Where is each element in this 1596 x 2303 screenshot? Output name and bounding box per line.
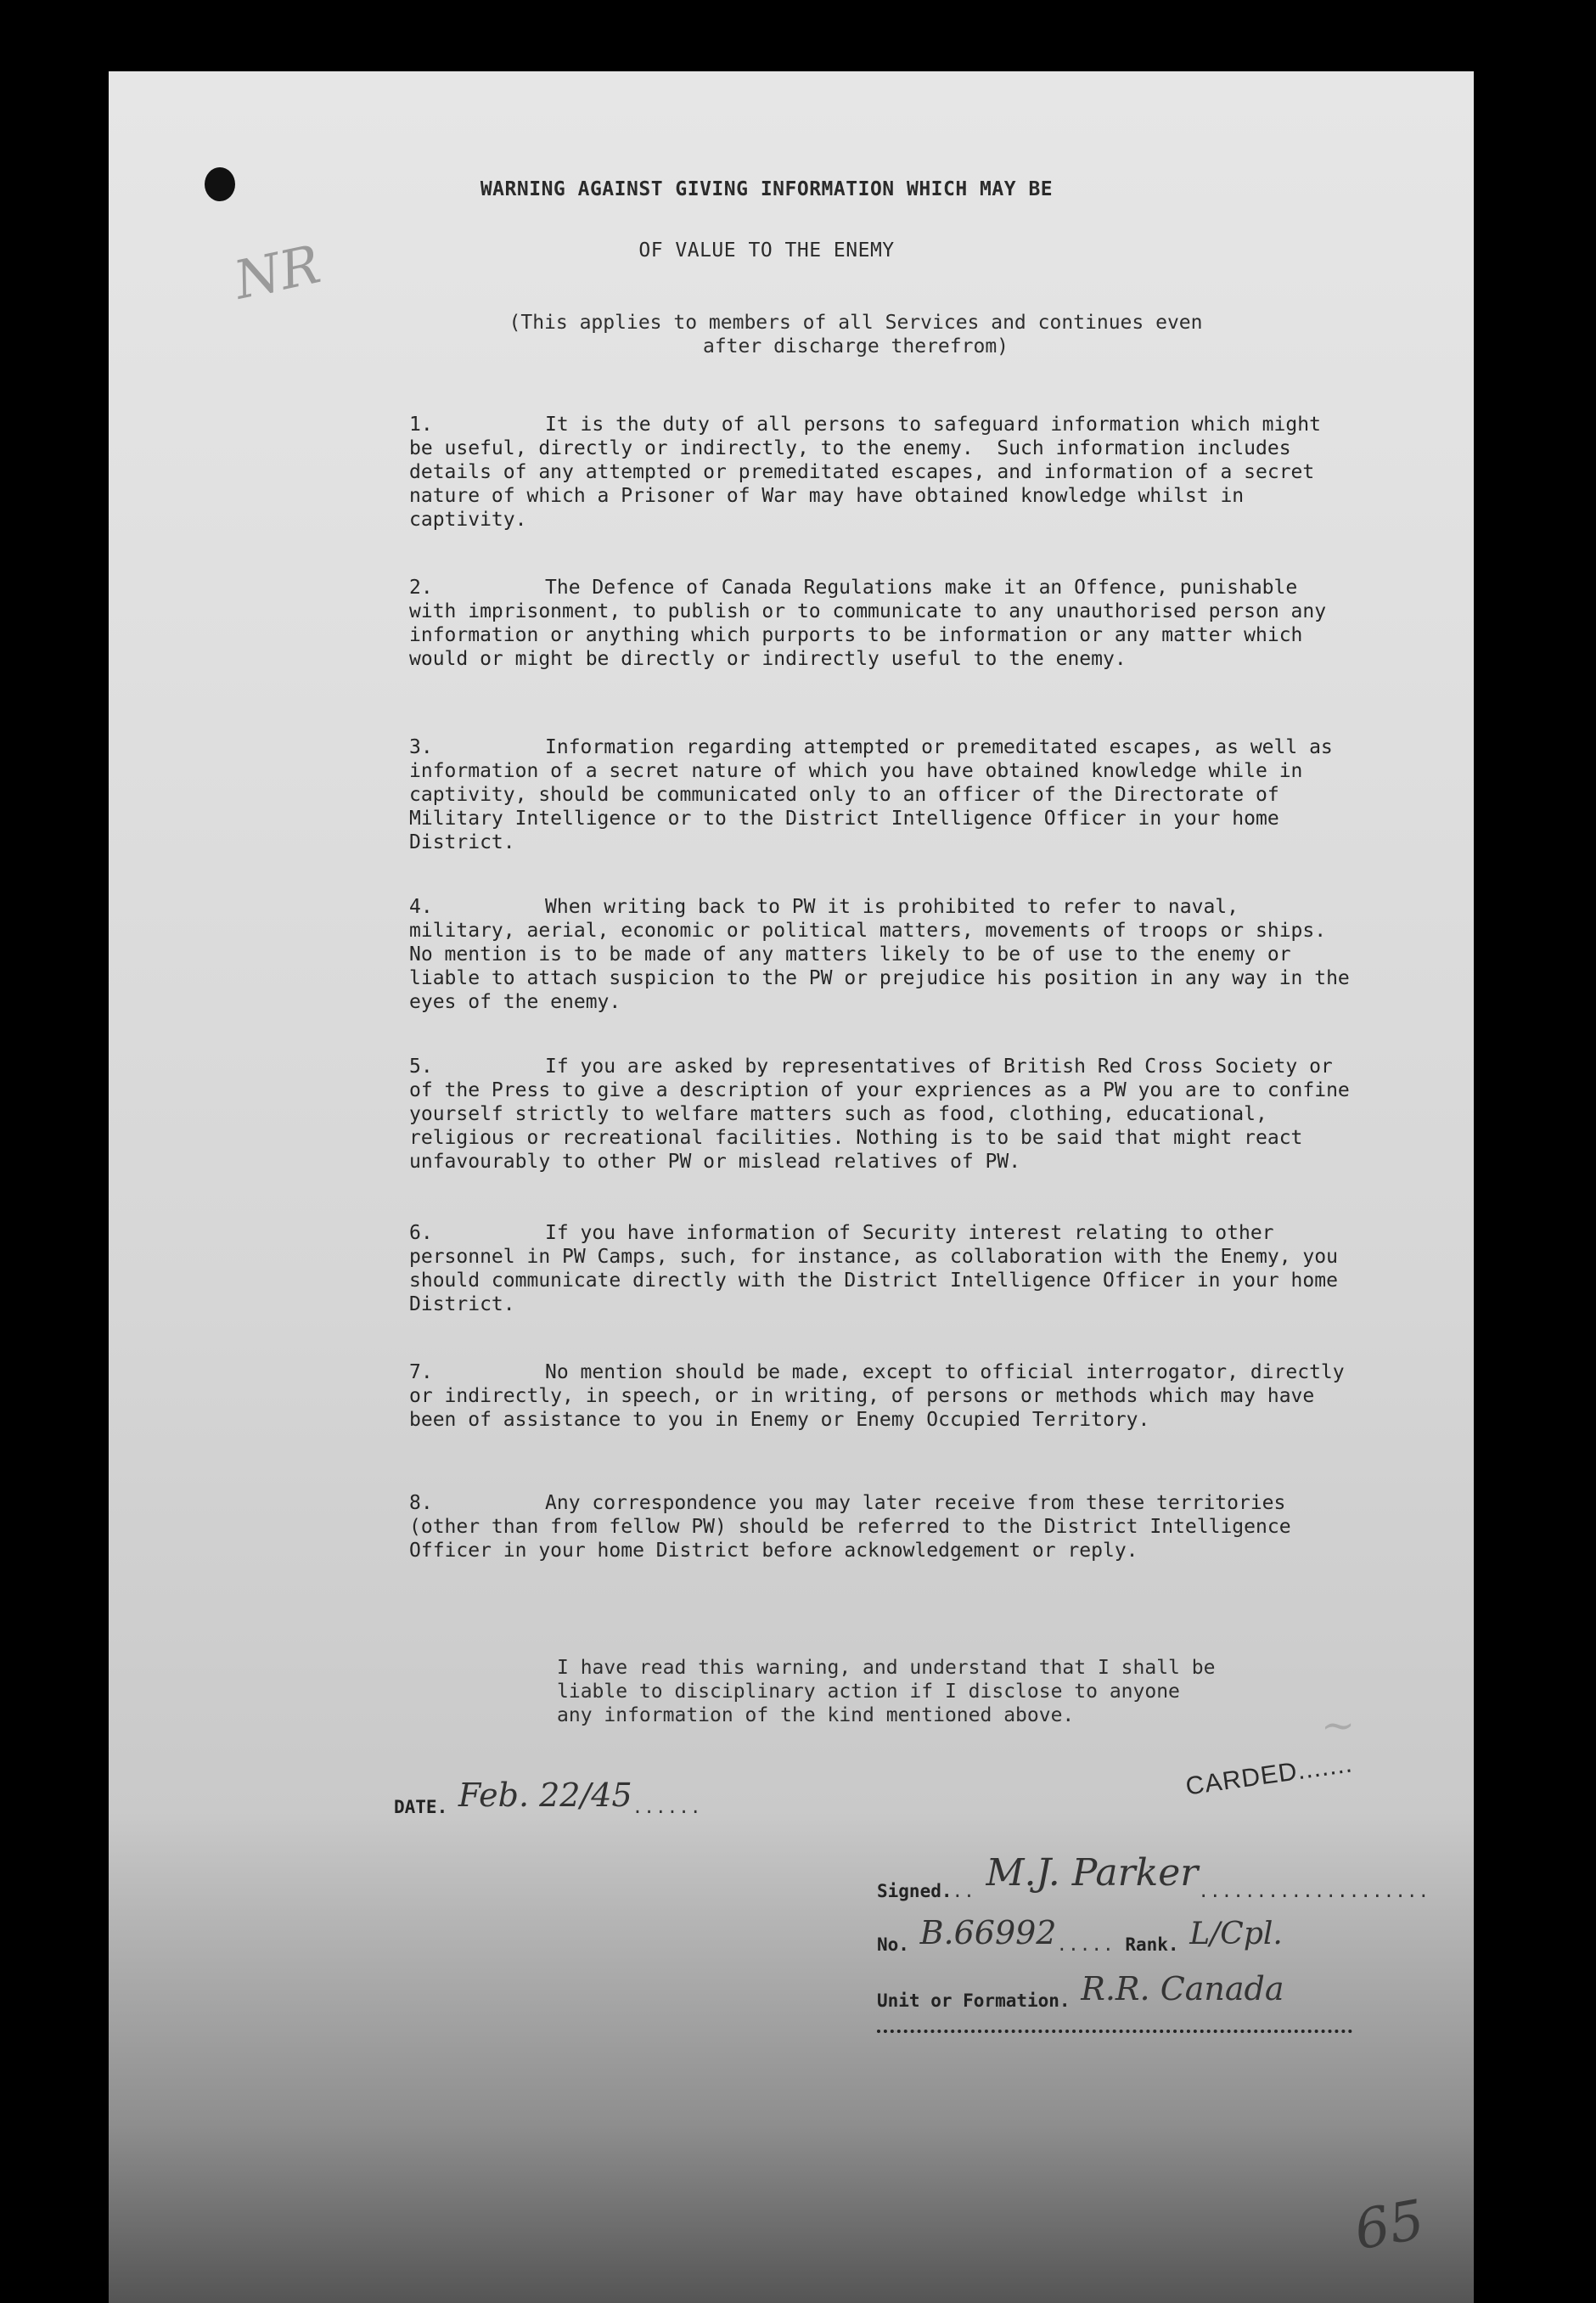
paragraph-number: 5. <box>409 1056 433 1078</box>
paragraph-text: If you have information of Security interest relating to other personnel in PW Camps, such, for instance, as collaboration with the Enemy, you should communicate directly with the District Intelligence Officer in your home District. <box>409 1222 1350 1315</box>
paragraph-4 <box>409 895 1362 1014</box>
no-label: No. <box>877 1934 909 1955</box>
paragraph-5 <box>409 1055 1362 1174</box>
applies-note: (This applies to members of all Services and continues even after discharge therefrom) <box>509 312 1203 358</box>
paragraph-text: No mention should be made, except to official interrogator, directly or indirectly, in speech, or in writing, of persons or methods which may have been of assistance to you in Enemy or Enemy Occupied Territory. <box>409 1361 1357 1431</box>
date-field: DATE. Feb. 22/45...... <box>394 1777 702 1817</box>
paragraph-number: 2. <box>409 577 433 599</box>
pencil-initials-mark: ~ <box>1321 1702 1356 1749</box>
paragraph-number: 1. <box>409 414 433 436</box>
paragraph-number: 8. <box>409 1492 433 1514</box>
paragraph-text: Any correspondence you may later receive from these territories (other than from fellow PW) should be referred to the District Intelligence Officer in your home District before acknowledgement or reply. <box>409 1492 1303 1562</box>
paragraph-text: When writing back to PW it is prohibited to refer to naval, military, aerial, economic or political matters, movements of troops or ships. No mention is to be made of any matters likely to be of use to the enemy or liable to attach suspicion to the PW or prejudice his position in any way in the eyes of the enemy. <box>409 896 1362 1013</box>
carded-stamp: CARDED....... <box>1183 1749 1355 1801</box>
rank-value: L/Cpl. <box>1189 1917 1283 1951</box>
paragraph-text: It is the duty of all persons to safeguard information which might be useful, directly or indirectly, to the enemy. Such information includes details of any attempted or premeditated escapes, and information of a secret nature of which a Prisoner of War may have obtained knowledge whilst in captivity. <box>409 414 1333 531</box>
unit-field <box>877 1970 1284 2014</box>
document-page <box>109 71 1474 2303</box>
service-number: B.66992 <box>919 1914 1057 1951</box>
signed-field: Signed... M.J. Parker.................... <box>877 1851 1430 1901</box>
carded-text: CARDED <box>1183 1757 1300 1801</box>
paragraph-1 <box>409 413 1352 532</box>
blank-dotted-line <box>877 2030 1352 2033</box>
paragraph-8 <box>409 1491 1352 1563</box>
margin-initials: NR <box>228 233 326 312</box>
paragraph-text: If you are asked by representatives of British Red Cross Society or of the Press to give a description of your expriences as a PW you are to confine yourself strictly to welfare matters such as food, clothing, educational, religious or recreational facilities. Nothing is to be said that might react unfavourably to other PW or mislead relatives of PW. <box>409 1056 1362 1173</box>
paragraph-number: 3. <box>409 736 433 758</box>
date-value: Feb. 22/45 <box>458 1777 632 1814</box>
document-title: WARNING AGAINST GIVING INFORMATION WHICH MAY BE <box>480 178 1054 200</box>
paragraph-2 <box>409 576 1352 671</box>
unit-value: R.R. Canada <box>1081 1970 1284 2007</box>
paragraph-6 <box>409 1221 1352 1316</box>
declaration-text: I have read this warning, and understand that I shall be liable to disciplinary action if I disclose to anyone any information of the kind mentioned above. <box>557 1657 1216 1726</box>
paragraph-number: 4. <box>409 896 433 918</box>
paragraph-number: 6. <box>409 1222 433 1244</box>
paragraph-3 <box>409 735 1352 854</box>
service-number-field: No. B.66992..... Rank. L/Cpl. <box>877 1914 1283 1955</box>
paragraph-7 <box>409 1360 1357 1432</box>
paragraph-text: The Defence of Canada Regulations make it an Offence, punishable with imprisonment, to publish or to communicate to any unauthorised person any information or anything which purports to be information or any matter which would or might be directly or indirectly useful to the enemy. <box>409 577 1338 670</box>
paragraph-text: Information regarding attempted or premeditated escapes, as well as information of a secret nature of which you have obtained knowledge while in captivity, should be communicated only to an officer of the Directorate of Military Intelligence or to the District Intelligence Officer in your home District. <box>409 736 1345 853</box>
page-number: 65 <box>1350 2188 1430 2263</box>
unit-label: Unit or Formation. <box>877 1990 1071 2011</box>
rank-label: Rank. <box>1125 1934 1179 1955</box>
signature: M.J. Parker <box>986 1851 1199 1895</box>
paragraph-number: 7. <box>409 1361 433 1383</box>
date-label: DATE. <box>394 1797 448 1817</box>
document-subtitle: OF VALUE TO THE ENEMY <box>638 239 895 262</box>
signed-label: Signed. <box>877 1881 953 1901</box>
